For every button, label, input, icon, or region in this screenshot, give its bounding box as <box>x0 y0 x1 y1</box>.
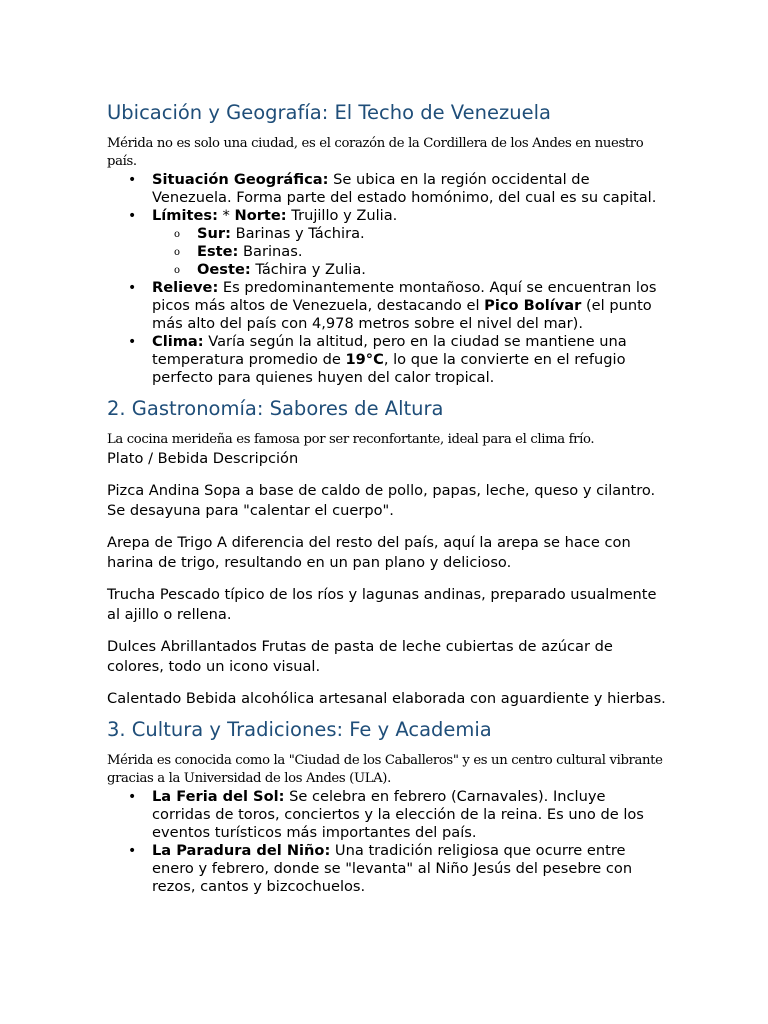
table-row: Calentado Bebida alcohólica artesanal elaborada con aguardiente y hierbas. <box>107 689 666 707</box>
item-emphasis: Pico Bolívar <box>484 297 582 314</box>
item-label: Relieve: <box>152 279 219 296</box>
item-text: Barinas. <box>238 243 303 260</box>
item-text: Táchira y Zulia. <box>250 261 366 278</box>
item-label: Oeste: <box>197 261 251 278</box>
item-text: Varía según la altitud, pero en la ciudad se mantiene una temperatura promedio de <box>152 333 627 368</box>
item-text: Trujillo y Zulia. <box>286 207 398 224</box>
item-text: Se ubica en la región occidental de Venezuela. Forma parte del estado homónimo, del cual es su capital. <box>152 171 657 206</box>
list-item <box>107 842 667 896</box>
item-label: Norte: <box>234 207 287 224</box>
section2-heading: 2. Gastronomía: Sabores de Altura <box>107 397 444 420</box>
sublist-item <box>107 261 667 279</box>
table-row: Trucha Pescado típico de los ríos y lagunas andinas, preparado usualmente al ajillo o rellena. <box>107 585 657 623</box>
table-row: Arepa de Trigo A diferencia del resto del país, aquí la arepa se hace con harina de trigo, resultando en un pan plano y delicioso. <box>107 533 631 571</box>
list-item <box>107 333 667 387</box>
item-text: * <box>217 207 235 224</box>
limits-sublist <box>152 225 667 279</box>
table-row: Dulces Abrillantados Frutas de pasta de leche cubiertas de azúcar de colores, todo un icono visual. <box>107 637 613 675</box>
gastronomy-table <box>107 449 667 709</box>
item-text: (el punto más alto del país con 4,978 metros sobre el nivel del mar). <box>152 297 652 332</box>
item-label: Límites: <box>152 207 218 224</box>
item-text: Es predominantemente montañoso. Aquí se encuentran los picos más altos de Venezuela, destacando el <box>152 279 657 314</box>
section3-heading: 3. Cultura y Tradiciones: Fe y Academia <box>107 718 492 741</box>
item-text: Una tradición religiosa que ocurre entre enero y febrero, donde se "levanta" al Niño Jesús del pesebre con rezos, cantos y bizcochuelos. <box>152 842 633 895</box>
sublist-item <box>107 243 667 261</box>
table-header: Plato / Bebida Descripción <box>107 450 299 467</box>
list-item <box>107 207 667 279</box>
item-label: Este: <box>197 243 239 260</box>
item-text: Se celebra en febrero (Carnavales). Incluye corridas de toros, conciertos y la elección de la reina. Es uno de los eventos turísticos más importantes del país. <box>152 788 644 841</box>
item-emphasis: 19°C <box>345 351 384 368</box>
section3-list <box>107 788 667 896</box>
section1-intro: Mérida no es solo una ciudad, es el corazón de la Cordillera de los Andes en nuestro país. <box>107 136 644 169</box>
item-label: Situación Geográfica: <box>152 171 329 188</box>
section1-heading: Ubicación y Geografía: El Techo de Venezuela <box>107 101 551 124</box>
list-item <box>107 171 667 207</box>
item-label: La Paradura del Niño: <box>152 842 331 859</box>
list-item <box>107 788 667 842</box>
document-page <box>107 100 667 896</box>
table-row: Pizca Andina Sopa a base de caldo de pollo, papas, leche, queso y cilantro. Se desayuna para "calentar el cuerpo". <box>107 481 656 519</box>
item-label: La Feria del Sol: <box>152 788 285 805</box>
item-label: Clima: <box>152 333 204 350</box>
section1-list <box>107 171 667 387</box>
item-text: Barinas y Táchira. <box>230 225 365 242</box>
item-label: Sur: <box>197 225 231 242</box>
sublist-item <box>107 225 667 243</box>
section2-intro: La cocina merideña es famosa por ser reconfortante, ideal para el clima frío. <box>107 432 595 447</box>
item-text: , lo que la convierte en el refugio perfecto para quienes huyen del calor tropical. <box>152 351 626 386</box>
section3-intro: Mérida es conocida como la "Ciudad de los Caballeros" y es un centro cultural vibrante gracias a la Universidad de los Andes (ULA). <box>107 753 663 786</box>
list-item <box>107 279 667 333</box>
